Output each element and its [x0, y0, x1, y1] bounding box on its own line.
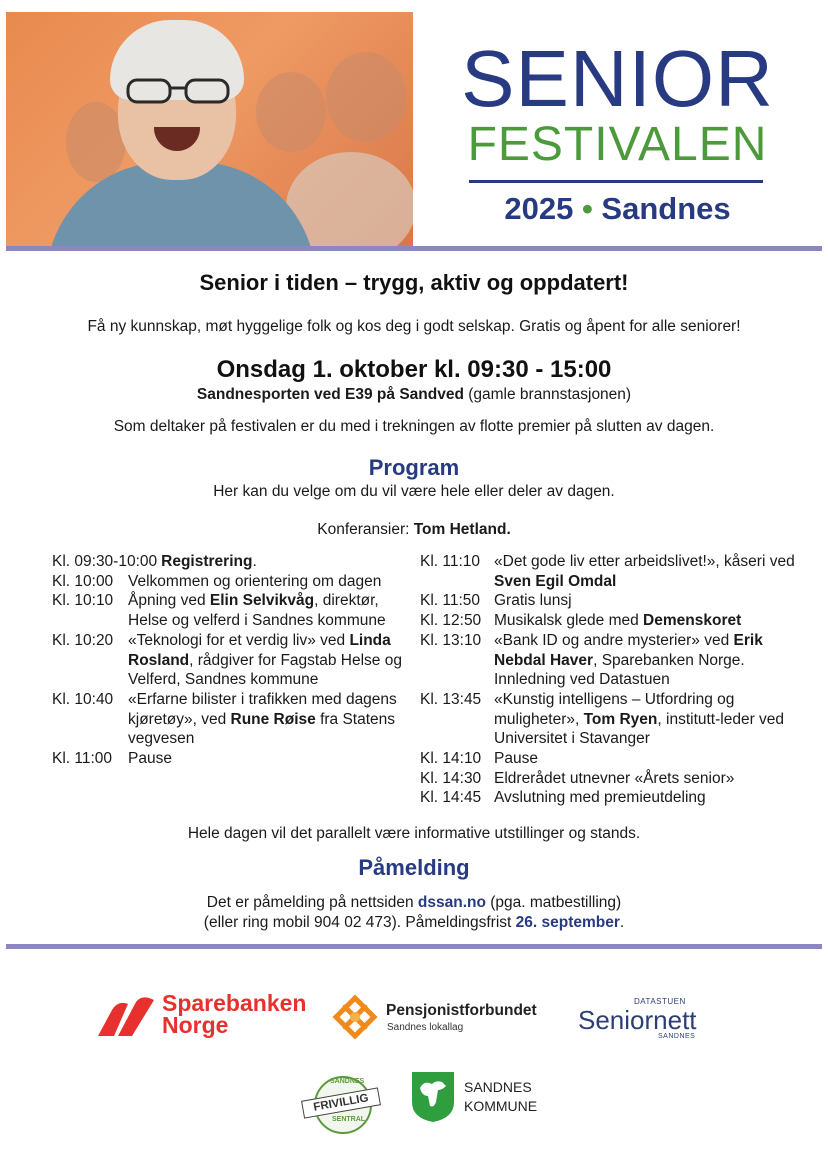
- program-text: «Det gode liv etter arbeidslivet!», kåseri ved: [494, 553, 795, 570]
- registration-text: (pga. matbestilling): [485, 894, 622, 911]
- poster: [6, 12, 822, 1160]
- venue-note: (gamle brannstasjonen): [463, 386, 632, 403]
- title-festivalen: FESTIVALEN: [467, 118, 768, 171]
- program-item: [420, 788, 800, 808]
- program-description: [128, 749, 412, 769]
- program-text: Musikalsk glede med: [494, 612, 644, 630]
- program-item: [420, 552, 800, 591]
- program-time: Kl. 13:45: [420, 690, 482, 708]
- program-speaker: Linda Rosland: [128, 631, 391, 669]
- program-time: Kl. 13:10: [420, 631, 482, 649]
- registration-text: .: [619, 914, 625, 931]
- program-speaker: Elin Selvikvåg: [209, 592, 315, 610]
- title-senior: SENIOR: [461, 34, 774, 123]
- program-text: «Bank ID og andre mysterier» ved: [494, 631, 734, 649]
- intro-text: Få ny kunnskap, møt hyggelige folk og kos deg i godt selskap. Gratis og åpent for alle seniorer!: [87, 318, 741, 335]
- seniornett-top: DATASTUEN: [634, 997, 686, 1006]
- program-item: [420, 690, 800, 749]
- glasses-icon: [124, 78, 232, 104]
- seniornett-bottom: SANDNES: [658, 1033, 696, 1040]
- program-time: Kl. 09:30-10:00: [52, 553, 158, 570]
- frivillig-sentral-logo: [302, 1074, 382, 1130]
- program-speaker: Registrering: [161, 553, 253, 570]
- program-text: «Teknologi for et verdig liv» ved: [128, 631, 350, 649]
- program-item: [52, 552, 412, 572]
- program-speaker: Erik Nebdal Haver: [494, 631, 763, 669]
- program-text: «Kunstig intelligens – Utfordring og muligheter»,: [494, 690, 735, 728]
- program-speaker: Rune Røise: [230, 710, 316, 728]
- title-year-city: [413, 190, 822, 228]
- subtitle: Senior i tiden – trygg, aktiv og oppdatert!: [199, 270, 629, 295]
- sandnes-kommune-logo: [412, 1072, 572, 1126]
- program-description: [128, 690, 412, 749]
- registration-deadline: 26. september: [515, 914, 620, 931]
- master-of-ceremonies: [6, 521, 822, 539]
- program-description: [128, 591, 412, 630]
- program-description: [161, 552, 412, 572]
- parallel-note: Hele dagen vil det parallelt være informative utstillinger og stands.: [187, 825, 641, 842]
- mc-label: Konferansier:: [317, 521, 414, 538]
- program-item: [52, 690, 412, 749]
- program-item: [420, 769, 800, 789]
- registration-text: (eller ring mobil 904 02 473). Påmeldingsfrist: [203, 914, 516, 931]
- program-description: [494, 591, 800, 611]
- program-description: [494, 749, 800, 769]
- divider-band-bottom: [6, 944, 822, 949]
- program-text: Pause: [128, 750, 172, 768]
- program-column-right: [420, 552, 800, 808]
- program-text: .: [252, 553, 257, 570]
- pensjonist-name: Pensjonistforbundet: [386, 1002, 537, 1019]
- background-person: [66, 102, 126, 182]
- program-text: , direktør, Helse og velferd i Sandnes kommune: [128, 592, 386, 630]
- city: Sandnes: [601, 191, 731, 226]
- program-time: Kl. 11:50: [420, 592, 481, 610]
- program-text: , institutt-leder ved Universitet i Stavanger: [494, 710, 785, 748]
- kommune-line-1: SANDNES: [464, 1079, 532, 1095]
- program-item: [420, 591, 800, 611]
- divider-band-top: [6, 246, 822, 251]
- pensjonistforbundet-logo: [332, 992, 572, 1042]
- registration-line-1: [6, 894, 822, 912]
- program-item: [52, 631, 412, 690]
- program-description: [494, 611, 800, 631]
- program-text: , Sparebanken Norge. Innledning ved Datastuen: [494, 651, 745, 689]
- seniornett-main: Seniornett: [578, 1005, 697, 1035]
- program-time: Kl. 14:30: [420, 769, 482, 787]
- program-item: [420, 749, 800, 769]
- lottery-text: Som deltaker på festivalen er du med i trekningen av flotte premier på slutten av dagen.: [113, 418, 715, 435]
- sparebanken-line-2: Norge: [162, 1012, 229, 1038]
- kommune-shield-icon: [412, 1072, 454, 1122]
- frivillig-top: SANDNES: [330, 1078, 365, 1085]
- program-item: [52, 572, 412, 592]
- registration-link[interactable]: dssan.no: [417, 894, 486, 911]
- program-item: [52, 591, 412, 630]
- program-description: [128, 631, 412, 690]
- separator-dot: •: [581, 191, 593, 226]
- program-column-left: [52, 552, 412, 769]
- event-date: Onsdag 1. oktober kl. 09:30 - 15:00: [216, 356, 612, 383]
- program-time: Kl. 14:45: [420, 789, 482, 807]
- program-text: Åpning ved: [128, 592, 210, 610]
- program-text: Avslutning med premieutdeling: [494, 789, 706, 807]
- program-text: fra Statens vegvesen: [128, 710, 396, 748]
- title-rule: [469, 180, 763, 183]
- kommune-line-2: KOMMUNE: [464, 1098, 538, 1114]
- program-time: Kl. 10:40: [52, 690, 114, 708]
- frivillig-bottom: SENTRAL: [332, 1116, 366, 1123]
- program-heading: Program: [368, 455, 460, 480]
- program-speaker: Sven Egil Omdal: [494, 572, 617, 590]
- program-time: Kl. 11:00: [52, 750, 113, 768]
- program-time: Kl. 10:10: [52, 592, 114, 610]
- program-text: «Erfarne bilister i trafikken med dagens kjøretøy», ved: [128, 690, 397, 728]
- venue: [6, 386, 822, 404]
- sparebanken-name: [162, 992, 306, 1036]
- program-time: Kl. 11:10: [420, 553, 481, 570]
- pensjonist-knot-icon: [332, 994, 378, 1040]
- sparebanken-line-1: Sparebanken: [162, 990, 307, 1016]
- seniornett-logo: [578, 997, 738, 1041]
- festival-title: [413, 12, 822, 246]
- program-time: Kl. 10:00: [52, 572, 114, 590]
- background-person: [326, 52, 406, 142]
- program-text: Velkommen og orientering om dagen: [128, 572, 382, 590]
- program-text: , rådgiver for Fagstab Helse og Velferd, Sandnes kommune: [128, 651, 402, 689]
- kommune-name: [464, 1078, 537, 1116]
- program-time: Kl. 14:10: [420, 750, 482, 768]
- registration-line-2: [6, 914, 822, 932]
- program-description: [494, 552, 800, 591]
- sparebanken-mark-icon: [98, 996, 156, 1036]
- program-time: Kl. 10:20: [52, 631, 114, 649]
- pensjonist-sub: Sandnes lokallag: [387, 1022, 464, 1033]
- program-text: Gratis lunsj: [494, 592, 572, 610]
- program-speaker: Demenskoret: [643, 612, 742, 630]
- year: 2025: [504, 191, 574, 226]
- program-item: [52, 749, 412, 769]
- program-item: [420, 631, 800, 690]
- frivillig-label: FRIVILLIG: [301, 1087, 381, 1118]
- program-description: [494, 690, 800, 749]
- sparebanken-norge-logo: [98, 992, 318, 1042]
- registration-heading: Påmelding: [358, 855, 470, 880]
- program-description: [494, 769, 800, 789]
- program-time: Kl. 12:50: [420, 612, 482, 630]
- background-person: [256, 72, 326, 152]
- program-description: [128, 572, 412, 592]
- program-item: [420, 611, 800, 631]
- mc-name: Tom Hetland.: [413, 521, 511, 538]
- program-description: [494, 788, 800, 808]
- venue-name: Sandnesporten ved E39 på Sandved: [196, 386, 464, 403]
- registration-text: Det er påmelding på nettsiden: [206, 894, 418, 911]
- program-description: [494, 631, 800, 690]
- header-photo: [6, 12, 413, 246]
- program-text: Eldrerådet utnevner «Årets senior»: [494, 769, 735, 787]
- program-subtitle: Her kan du velge om du vil være hele eller deler av dagen.: [213, 483, 615, 500]
- program-speaker: Tom Ryen: [583, 710, 658, 728]
- program-text: Pause: [494, 750, 538, 768]
